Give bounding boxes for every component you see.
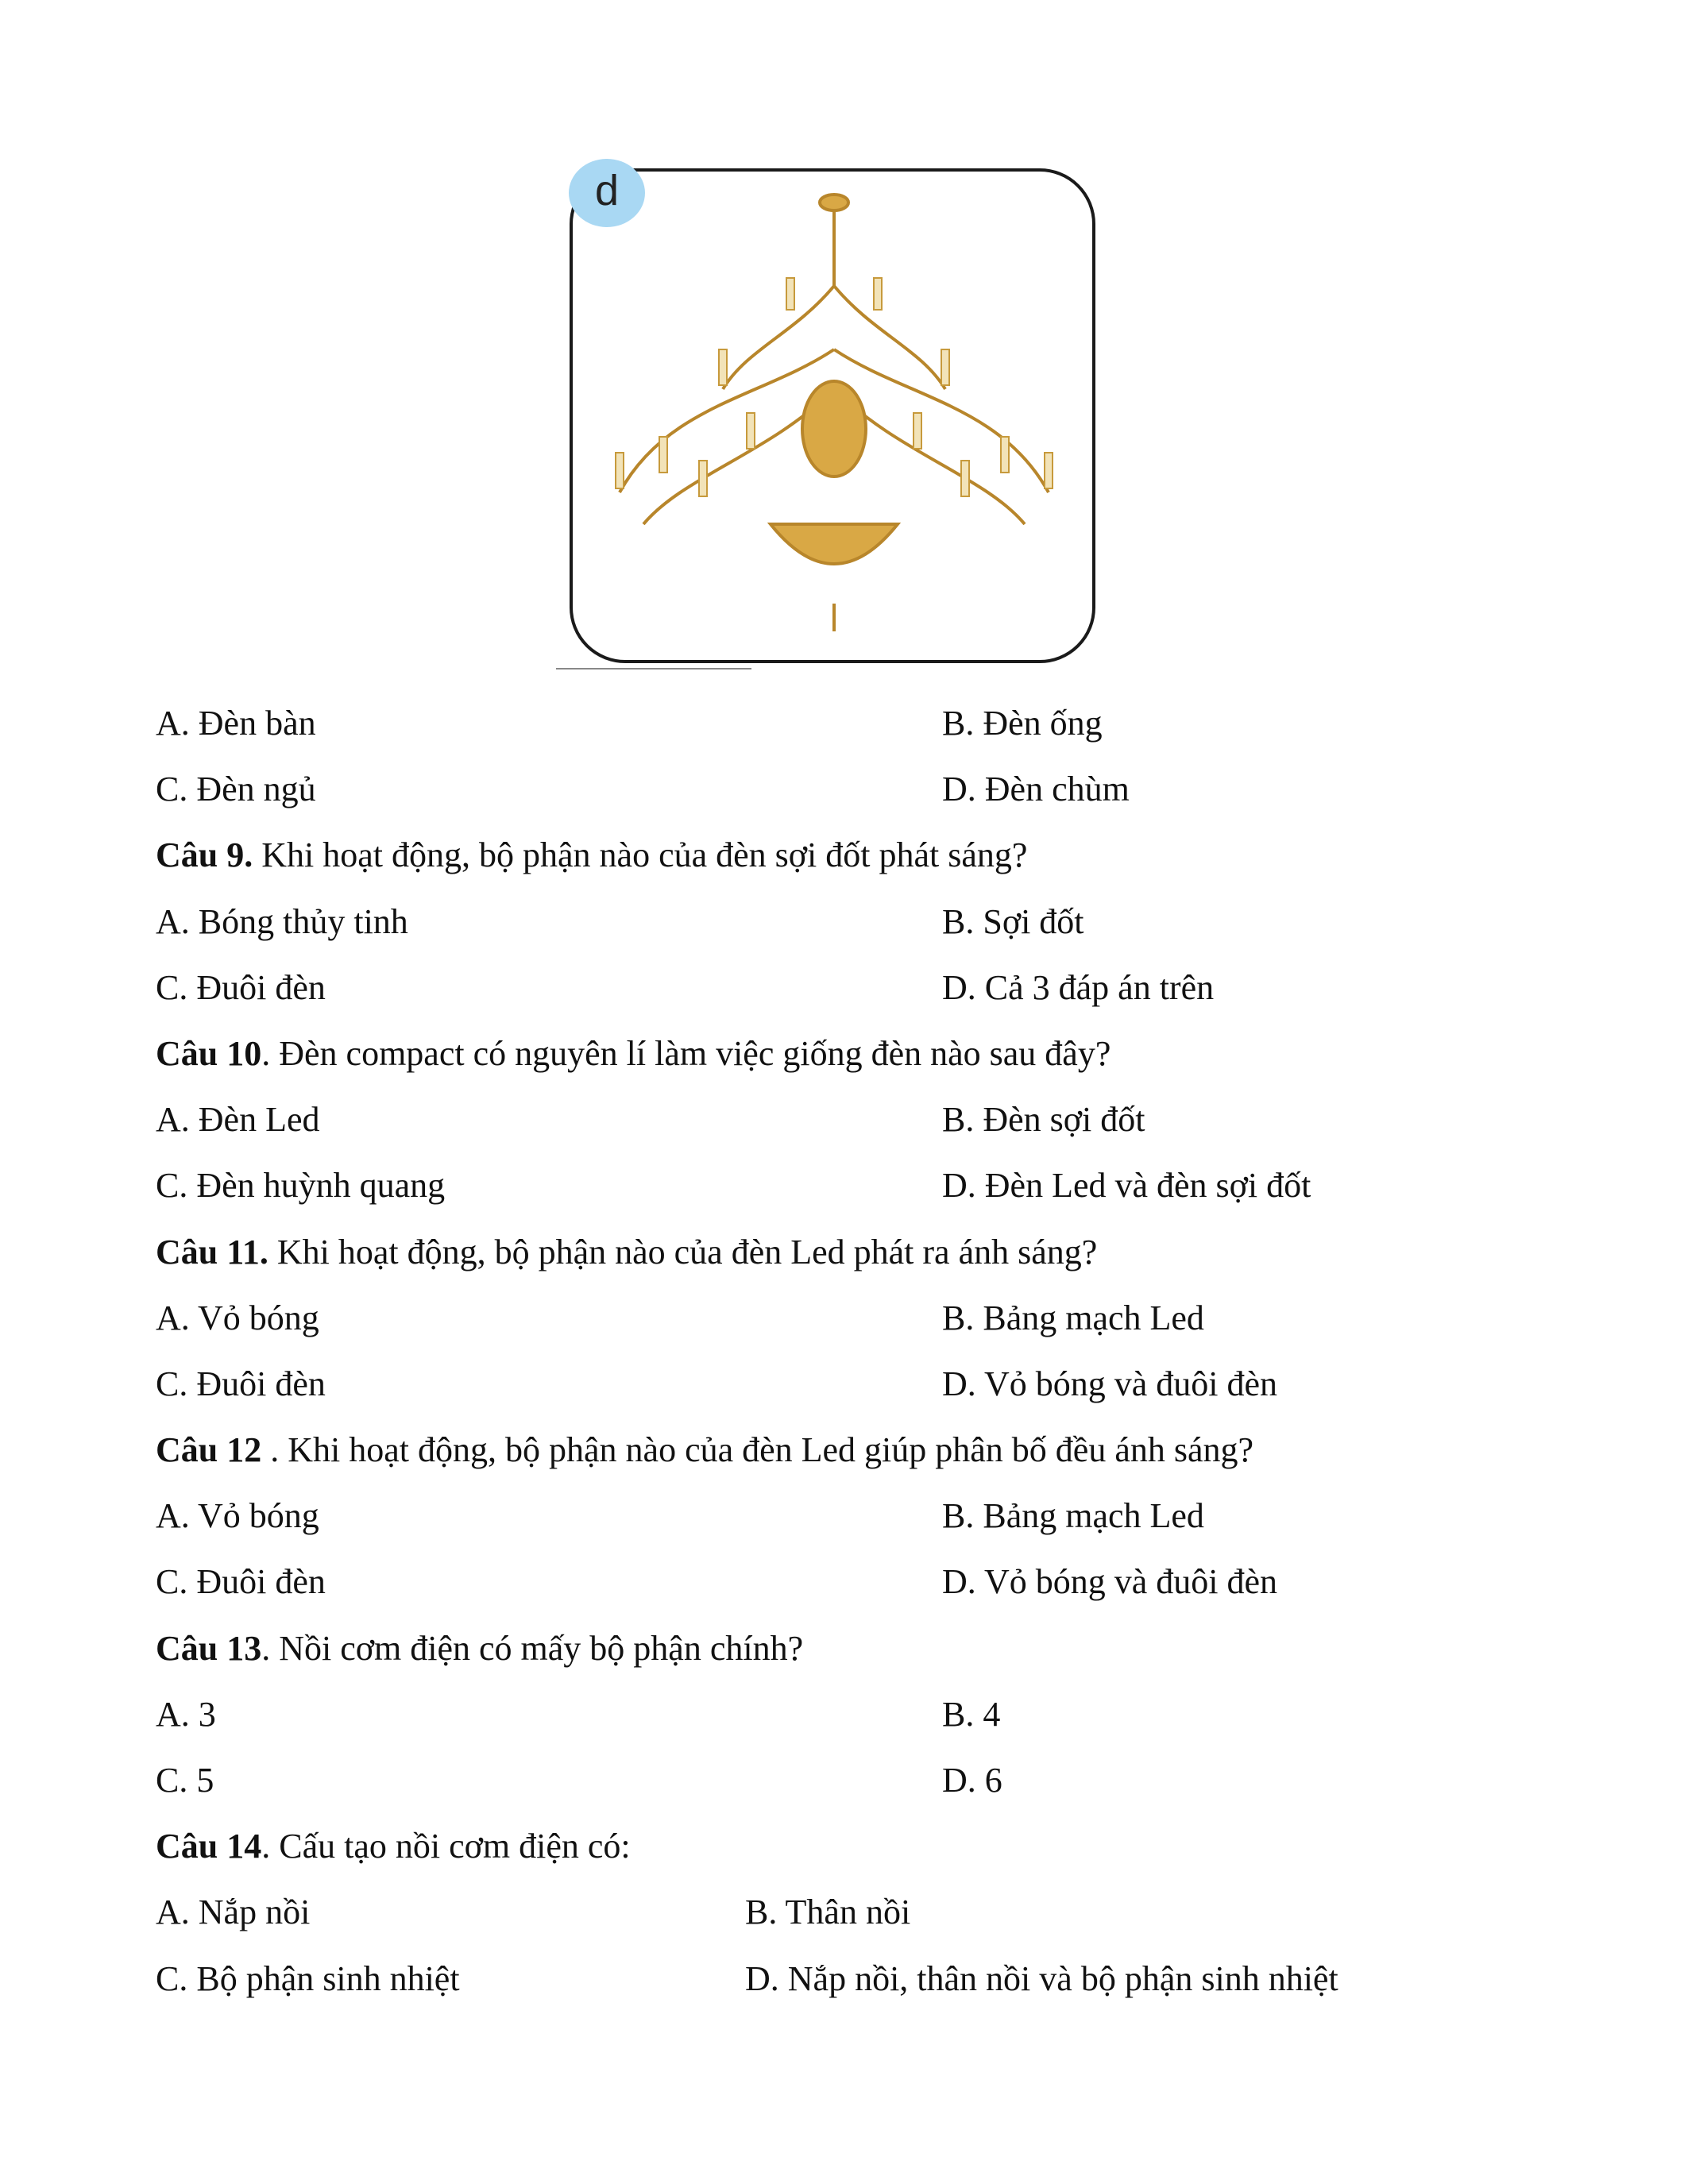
option-row	[156, 758, 1586, 824]
question-label: Câu 12	[156, 1430, 262, 1470]
option-row	[156, 1550, 1586, 1616]
option-d: D. Đèn chùm	[942, 770, 1130, 809]
option-row	[156, 692, 1586, 758]
option-c: C. Đuôi đèn	[156, 1364, 326, 1403]
question-label: Câu 9.	[156, 835, 253, 875]
option-b: B. Đèn ống	[942, 704, 1103, 743]
option-c: C. Đuôi đèn	[156, 967, 326, 1007]
question-11	[156, 1221, 1586, 1287]
question-text: . Cấu tạo nồi cơm điện có:	[261, 1827, 631, 1866]
option-b: B. Bảng mạch Led	[942, 1496, 1204, 1536]
chandelier-image	[588, 191, 1080, 643]
question-label: Câu 10	[156, 1033, 262, 1073]
option-b: B. 4	[942, 1694, 1001, 1734]
option-a: A. Bóng thủy tinh	[156, 901, 408, 941]
option-row	[156, 1749, 1586, 1815]
question-text: . Đèn compact có nguyên lí làm việc giống đèn nào sau đây?	[261, 1033, 1111, 1073]
option-row	[156, 1088, 1586, 1154]
option-b: B. Bảng mạch Led	[942, 1298, 1204, 1337]
question-text: Khi hoạt động, bộ phận nào của đèn sợi đốt phát sáng?	[253, 835, 1028, 875]
question-text: . Nồi cơm điện có mấy bộ phận chính?	[261, 1628, 804, 1668]
option-d: D. 6	[942, 1761, 1002, 1800]
option-d: D. Nắp nồi, thân nồi và bộ phận sinh nhiệt	[745, 1958, 1338, 1998]
option-row	[156, 956, 1586, 1022]
option-row	[156, 1154, 1586, 1220]
option-a: A. Đèn Led	[156, 1100, 320, 1140]
option-d: D. Cả 3 đáp án trên	[942, 967, 1215, 1007]
option-row	[156, 1352, 1586, 1418]
option-c: C. Bộ phận sinh nhiệt	[156, 1958, 460, 1998]
option-b: B. Đèn sợi đốt	[942, 1100, 1145, 1140]
option-d: D. Vỏ bóng và đuôi đèn	[942, 1364, 1278, 1403]
option-a: A. Đèn bàn	[156, 704, 316, 743]
question-10	[156, 1022, 1586, 1088]
question-9	[156, 824, 1586, 889]
option-row	[156, 1947, 1586, 2013]
option-a: A. Vỏ bóng	[156, 1496, 319, 1536]
question-label: Câu 14	[156, 1827, 262, 1866]
question-text: . Khi hoạt động, bộ phận nào của đèn Led giúp phân bố đều ánh sáng?	[261, 1430, 1254, 1470]
option-a: A. 3	[156, 1694, 216, 1734]
option-b: B. Thân nồi	[745, 1893, 911, 1932]
question-14	[156, 1815, 1586, 1881]
question-label: Câu 11.	[156, 1232, 268, 1271]
option-c: C. Đuôi đèn	[156, 1562, 326, 1602]
figure-label-badge: d	[569, 159, 645, 227]
option-row	[156, 1484, 1586, 1550]
option-row	[156, 890, 1586, 956]
divider-line	[556, 668, 751, 669]
option-c: C. Đèn huỳnh quang	[156, 1166, 446, 1206]
option-row	[156, 1683, 1586, 1749]
question-13	[156, 1617, 1586, 1683]
option-a: A. Nắp nồi	[156, 1893, 311, 1932]
question-text: Khi hoạt động, bộ phận nào của đèn Led phát ra ánh sáng?	[268, 1232, 1098, 1271]
question-label: Câu 13	[156, 1628, 262, 1668]
option-a: A. Vỏ bóng	[156, 1298, 319, 1337]
question-12	[156, 1418, 1586, 1484]
option-c: C. Đèn ngủ	[156, 770, 316, 809]
option-row	[156, 1881, 1586, 1947]
question-list	[156, 692, 1586, 2013]
option-b: B. Sợi đốt	[942, 901, 1084, 941]
option-row	[156, 1287, 1586, 1352]
option-c: C. 5	[156, 1761, 214, 1800]
option-d: D. Vỏ bóng và đuôi đèn	[942, 1562, 1278, 1602]
option-d: D. Đèn Led và đèn sợi đốt	[942, 1166, 1311, 1206]
